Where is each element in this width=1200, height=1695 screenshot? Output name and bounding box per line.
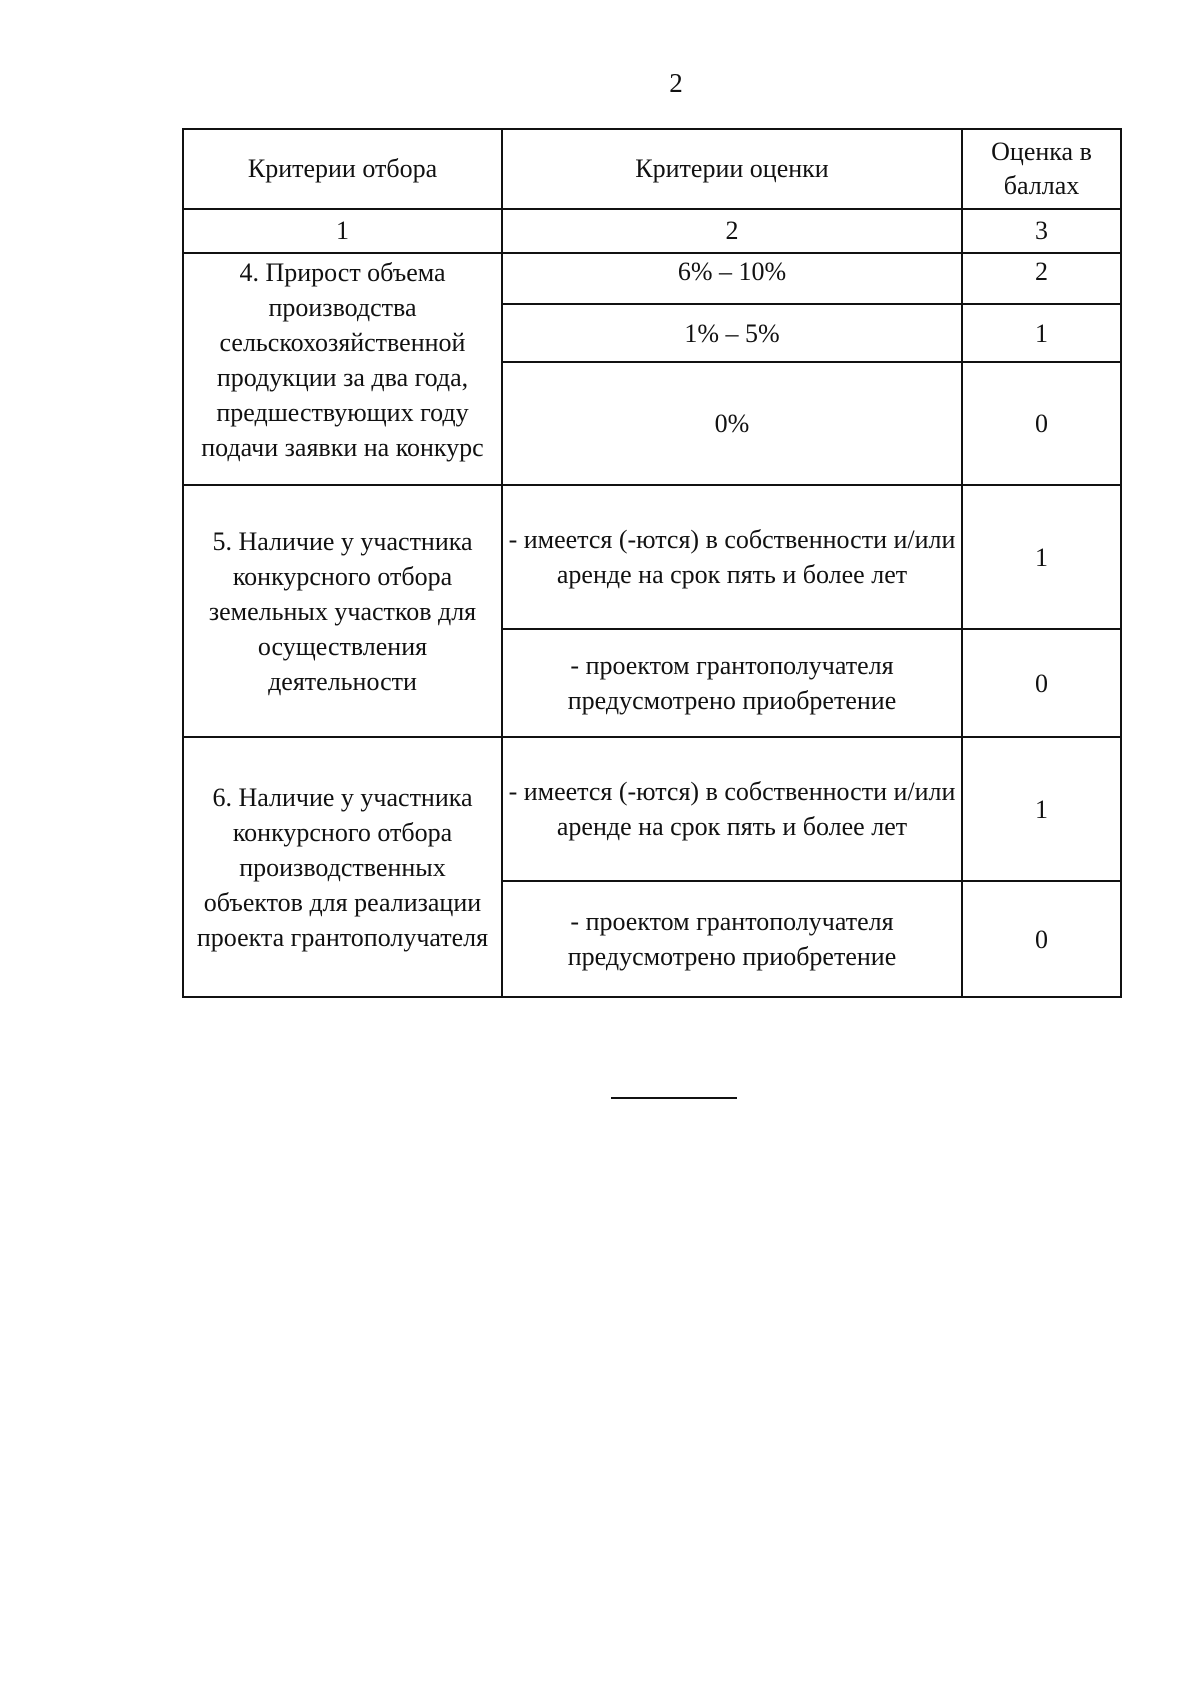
evaluation-option: - имеется (-ются) в собственности и/или аренде на срок пять и более лет — [502, 737, 962, 881]
evaluation-option: 1% – 5% — [502, 304, 962, 362]
evaluation-option: - имеется (-ются) в собственности и/или аренде на срок пять и более лет — [502, 485, 962, 629]
score-value: 0 — [962, 362, 1121, 485]
end-of-document-rule — [611, 1097, 737, 1099]
column-number-row — [183, 209, 1121, 253]
score-value: 1 — [962, 737, 1121, 881]
table-row — [183, 253, 1121, 304]
criterion-cell: 5. Наличие у участника конкурсного отбора земельных участков для осуществления деятельности — [183, 485, 502, 737]
score-value: 1 — [962, 304, 1121, 362]
header-evaluation-criteria: Критерии оценки — [502, 129, 962, 209]
scoring-criteria-table — [182, 128, 1122, 998]
criterion-cell: 4. Прирост объема производства сельскохозяйственной продукции за два года, предшествующих году подачи заявки на конкурс — [183, 253, 502, 485]
score-value: 1 — [962, 485, 1121, 629]
table-row — [183, 737, 1121, 881]
score-value: 0 — [962, 881, 1121, 997]
evaluation-option: - проектом грантополучателя предусмотрено приобретение — [502, 881, 962, 997]
column-number: 3 — [962, 209, 1121, 253]
score-value: 0 — [962, 629, 1121, 737]
score-value: 2 — [962, 253, 1121, 304]
evaluation-option: 0% — [502, 362, 962, 485]
header-selection-criteria: Критерии отбора — [183, 129, 502, 209]
criterion-cell: 6. Наличие у участника конкурсного отбора производственных объектов для реализации проекта грантополучателя — [183, 737, 502, 997]
table-row — [183, 485, 1121, 629]
column-number: 1 — [183, 209, 502, 253]
table-header-row — [183, 129, 1121, 209]
evaluation-option: 6% – 10% — [502, 253, 962, 304]
column-number: 2 — [502, 209, 962, 253]
evaluation-option: - проектом грантополучателя предусмотрено приобретение — [502, 629, 962, 737]
page-number: 2 — [669, 68, 683, 98]
header-score-points: Оценка в баллах — [962, 129, 1121, 209]
